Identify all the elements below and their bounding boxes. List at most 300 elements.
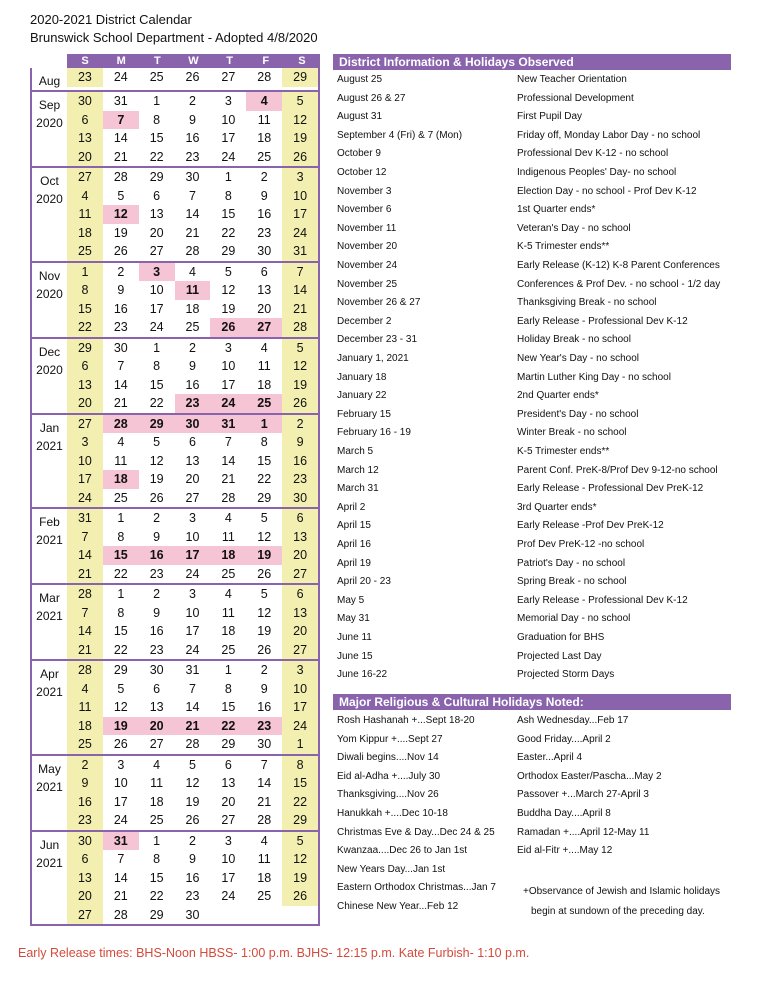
day-cell: 31 (103, 832, 139, 851)
day-cell: 19 (282, 869, 318, 888)
day-cell: 12 (185, 776, 200, 790)
day-cell (246, 906, 282, 925)
day-cell: 9 (282, 433, 318, 452)
day-cell: 18 (67, 224, 103, 243)
week-row (67, 394, 318, 413)
weekday-label: T (153, 55, 161, 67)
day-cell: 13 (67, 129, 103, 148)
religious-row (337, 731, 757, 749)
religious-holiday-left: Yom Kippur +....Sept 27 (337, 733, 443, 745)
day-cell: 25 (67, 735, 103, 754)
day-cell: 9 (153, 605, 161, 620)
day-cell: 30 (185, 907, 200, 922)
info-date: March 12 (337, 464, 379, 476)
info-event: Friday off, Monday Labor Day - no school (517, 129, 701, 141)
day-cell: 15 (103, 546, 139, 565)
info-date: December 23 - 31 (337, 334, 418, 346)
day-cell: 11 (150, 776, 164, 790)
day-cell: 2 (189, 340, 196, 355)
info-date: February 16 - 19 (337, 427, 411, 439)
day-cell: 9 (260, 188, 268, 203)
day-cell: 10 (185, 605, 200, 620)
day-cell: 24 (282, 717, 318, 736)
day-cell: 20 (282, 622, 318, 641)
info-date: January 1, 2021 (337, 353, 409, 364)
day-cell: 7 (67, 604, 103, 623)
day-cell: 30 (149, 663, 164, 677)
religious-holiday-right: Passover +...March 27-April 3 (517, 789, 649, 801)
day-cell: 28 (103, 415, 139, 434)
day-cell: 30 (113, 340, 128, 355)
month-year: 2020 (36, 362, 63, 377)
day-cell: 7 (67, 528, 103, 547)
info-date: May 31 (337, 613, 370, 625)
info-row (337, 294, 757, 312)
day-cell: 8 (117, 605, 125, 620)
religious-holiday-right: Orthodox Easter/Pascha...May 2 (517, 770, 662, 782)
day-cell: 4 (67, 187, 103, 206)
info-event: Spring Break - no school (517, 576, 627, 588)
day-cell: 20 (221, 794, 236, 809)
day-cell: 4 (246, 92, 282, 111)
religious-holiday-left: New Years Day...Jan 1st (337, 863, 446, 875)
month-label (32, 509, 67, 583)
info-date: April 15 (337, 520, 371, 532)
info-row (337, 108, 757, 126)
religious-section-header: Major Religious & Cultural Holidays Noted: (333, 694, 731, 710)
day-cell: 3 (224, 833, 232, 848)
day-cell: 14 (113, 131, 128, 145)
info-row (337, 164, 757, 182)
day-cell: 8 (260, 435, 268, 449)
day-cell: 1 (224, 170, 232, 184)
info-row (337, 183, 757, 201)
month-block-aug (30, 68, 320, 92)
info-event: Winter Break - no school (517, 427, 627, 439)
day-cell: 8 (282, 756, 318, 775)
day-cell: 27 (221, 813, 236, 827)
day-cell: 31 (282, 242, 318, 261)
day-cell: 10 (282, 187, 318, 206)
day-cell: 24 (282, 224, 318, 243)
religious-holiday-left: Hanukkah +....Dec 10-18 (337, 808, 448, 819)
month-year: 2020 (36, 286, 63, 301)
week-row (67, 698, 318, 717)
day-cell: 2 (260, 663, 268, 677)
day-cell: 20 (257, 301, 272, 316)
day-cell: 27 (282, 641, 318, 660)
week-row (67, 774, 318, 793)
day-cell: 14 (185, 700, 200, 714)
day-cell: 15 (221, 207, 236, 221)
day-cell: 14 (185, 207, 200, 221)
day-cell: 16 (67, 793, 103, 812)
day-cell: 26 (282, 394, 318, 413)
info-event: Martin Luther King Day - no school (517, 371, 671, 383)
day-cell: 29 (221, 244, 236, 258)
day-cell: 24 (185, 566, 200, 581)
day-cell: 5 (260, 511, 268, 525)
info-row (337, 71, 757, 89)
day-cell: 28 (257, 813, 272, 827)
week-row (67, 148, 318, 167)
day-cell: 13 (282, 528, 318, 547)
week-row (67, 281, 318, 300)
day-cell: 13 (221, 776, 236, 790)
info-row (337, 555, 757, 573)
day-cell: 8 (153, 852, 161, 866)
day-cell: 10 (149, 283, 164, 297)
day-cell: 9 (67, 774, 103, 793)
month-label (32, 585, 67, 659)
religious-row (337, 749, 757, 767)
day-cell: 12 (282, 357, 318, 376)
day-cell: 16 (185, 377, 200, 392)
info-date: November 20 (337, 241, 398, 253)
info-date: September 4 (Fri) & 7 (Mon) (337, 129, 463, 141)
info-date: May 5 (337, 594, 365, 606)
week-row (67, 111, 318, 130)
day-cell: 23 (257, 225, 272, 240)
info-date: April 16 (337, 539, 371, 550)
day-cell: 25 (149, 813, 164, 827)
day-cell: 9 (117, 283, 125, 297)
day-cell: 3 (67, 433, 103, 452)
month-year: 2021 (36, 685, 63, 699)
week-row (67, 546, 318, 565)
day-cell: 7 (189, 188, 196, 203)
info-event: Prof Dev PreK-12 -no school (517, 539, 645, 550)
day-cell: 4 (153, 757, 161, 772)
day-cell: 22 (210, 717, 246, 736)
week-row (67, 300, 318, 319)
info-row (337, 350, 757, 368)
month-name: Mar (39, 591, 60, 605)
info-event: Early Release (K-12) K-8 Parent Conferences (517, 260, 720, 271)
day-cell: 4 (117, 435, 125, 449)
info-event: Early Release - Professional Dev K-12 (517, 315, 688, 327)
info-date: January 18 (337, 371, 387, 383)
weekday-label: W (188, 55, 199, 67)
day-cell: 26 (210, 318, 246, 337)
day-cell: 11 (175, 281, 211, 300)
day-cell: 19 (282, 376, 318, 395)
info-date: April 2 (337, 501, 366, 513)
info-event: Patriot's Day - no school (517, 557, 626, 569)
day-cell: 13 (257, 283, 272, 297)
day-cell: 24 (113, 70, 128, 84)
day-cell: 21 (113, 396, 128, 410)
day-cell: 31 (210, 415, 246, 434)
day-cell: 22 (149, 396, 164, 410)
day-cell: 22 (257, 472, 272, 486)
day-cell: 7 (117, 359, 125, 373)
day-cell: 20 (67, 887, 103, 906)
day-cell: 12 (103, 205, 139, 224)
month-block-may (30, 756, 320, 832)
week-row (67, 680, 318, 699)
day-cell: 14 (67, 546, 103, 565)
day-cell: 7 (103, 111, 139, 130)
day-cell: 21 (175, 717, 211, 736)
week-row (67, 263, 318, 282)
day-cell: 26 (185, 70, 200, 84)
info-row (337, 127, 757, 145)
month-label (32, 168, 67, 261)
day-cell: 2 (67, 756, 103, 775)
day-cell: 3 (117, 757, 125, 772)
month-name: Jun (39, 837, 60, 852)
info-event: First Pupil Day (517, 111, 583, 123)
info-row (337, 573, 757, 591)
day-cell: 7 (189, 681, 196, 696)
info-row (337, 257, 757, 275)
month-year: 2021 (36, 779, 63, 794)
day-cell: 26 (113, 244, 128, 258)
weekday-label: S (81, 55, 89, 67)
early-release-footer: Early Release times: BHS-Noon HBSS- 1:00 p.m. BJHS- 12:15 p.m. Kate Furbish- 1:10 p.m. (18, 946, 530, 960)
day-cell: 5 (224, 264, 232, 279)
info-date: October 12 (337, 167, 387, 178)
day-cell: 7 (117, 852, 125, 866)
info-date: November 25 (337, 278, 398, 290)
day-cell: 4 (260, 340, 268, 355)
day-cell: 27 (282, 565, 318, 584)
day-cell: 25 (67, 242, 103, 261)
day-cell: 10 (67, 452, 103, 471)
info-event: 1st Quarter ends* (517, 204, 596, 216)
day-cell: 17 (221, 131, 236, 145)
day-cell: 29 (282, 811, 318, 830)
day-cell: 30 (67, 832, 103, 851)
religious-note-line1: +Observance of Jewish and Islamic holidays (523, 886, 721, 897)
day-cell: 15 (149, 131, 164, 145)
day-cell: 27 (67, 415, 103, 434)
week-row (67, 906, 318, 925)
day-cell: 3 (224, 94, 232, 108)
day-cell: 19 (221, 301, 236, 316)
info-row (337, 387, 757, 405)
week-row (67, 318, 318, 337)
day-cell: 7 (224, 435, 232, 449)
week-row (67, 92, 318, 111)
info-date: June 15 (337, 650, 373, 662)
calendar-subtitle: Brunswick School Department - Adopted 4/8/2020 (30, 30, 318, 45)
day-cell: 1 (67, 263, 103, 282)
month-name: Apr (40, 667, 59, 681)
day-cell: 16 (139, 546, 175, 565)
day-cell: 7 (282, 263, 318, 282)
day-cell: 14 (221, 453, 236, 468)
day-cell: 12 (113, 700, 128, 714)
day-cell: 1 (153, 340, 161, 355)
day-cell: 23 (246, 717, 282, 736)
day-cell: 18 (210, 546, 246, 565)
info-date: August 25 (337, 74, 383, 85)
day-cell: 12 (257, 529, 272, 544)
day-cell: 19 (185, 794, 200, 809)
religious-holiday-left: Thanksgiving....Nov 26 (337, 789, 439, 801)
month-name: Feb (39, 515, 60, 529)
religious-holiday-left: Kwanzaa....Dec 26 to Jan 1st (337, 845, 468, 857)
day-cell: 20 (282, 546, 318, 565)
day-cell: 30 (175, 415, 211, 434)
day-cell: 20 (139, 717, 175, 736)
info-event: Early Release -Prof Dev PreK-12 (517, 520, 664, 532)
month-label (32, 339, 67, 413)
info-row (337, 331, 757, 349)
religious-row (337, 786, 757, 804)
day-cell: 12 (149, 453, 164, 468)
day-cell: 24 (210, 394, 246, 413)
day-cell: 29 (113, 663, 128, 677)
religious-holiday-right: Good Friday....April 2 (517, 733, 611, 745)
info-row (337, 90, 757, 108)
week-row (67, 641, 318, 660)
day-cell: 28 (282, 318, 318, 337)
day-cell: 6 (282, 509, 318, 528)
day-cell: 1 (153, 94, 161, 108)
day-cell: 27 (149, 737, 164, 751)
day-cell: 29 (257, 490, 272, 505)
info-row (337, 313, 757, 331)
day-cell: 9 (260, 681, 268, 696)
info-event: K-5 Trimester ends** (517, 446, 610, 457)
day-cell: 13 (282, 604, 318, 623)
month-block-oct (30, 168, 320, 263)
month-year: 2021 (36, 438, 63, 453)
day-cell: 22 (113, 566, 128, 581)
week-row (67, 832, 318, 851)
info-row (337, 369, 757, 387)
day-cell: 21 (185, 225, 200, 240)
day-cell (282, 906, 318, 925)
day-cell: 14 (113, 377, 128, 392)
day-cell: 22 (113, 642, 128, 657)
day-cell: 17 (221, 377, 236, 392)
day-cell: 24 (221, 149, 236, 164)
day-cell: 27 (67, 168, 103, 187)
day-cell: 30 (185, 170, 200, 184)
day-cell: 1 (246, 415, 282, 434)
day-cell: 10 (221, 359, 236, 373)
day-cell: 15 (149, 377, 164, 392)
info-event: Parent Conf. PreK-8/Prof Dev 9-12-no school (517, 464, 718, 476)
day-cell: 25 (257, 889, 272, 903)
info-date: April 19 (337, 557, 371, 569)
day-cell: 21 (67, 565, 103, 584)
day-cell: 31 (185, 663, 200, 677)
day-cell: 24 (221, 889, 236, 903)
day-cell: 25 (221, 566, 236, 581)
week-row (67, 168, 318, 187)
month-block-feb (30, 509, 320, 585)
religious-row (337, 712, 757, 730)
info-date: November 3 (337, 185, 392, 197)
day-cell: 2 (153, 511, 161, 525)
week-row (67, 622, 318, 641)
day-cell: 5 (117, 188, 125, 203)
day-cell: 26 (149, 490, 164, 505)
day-cell: 18 (103, 470, 139, 489)
religious-holiday-right: Easter...April 4 (517, 752, 583, 764)
info-event: Projected Last Day (517, 650, 602, 662)
day-cell: 2 (153, 587, 161, 601)
religious-row (337, 861, 757, 879)
day-cell: 23 (149, 566, 164, 581)
day-cell: 9 (189, 852, 196, 866)
info-date: November 24 (337, 260, 398, 271)
day-cell: 18 (221, 624, 236, 638)
week-row (67, 68, 318, 87)
day-cell: 23 (113, 320, 128, 334)
day-cell: 10 (221, 112, 236, 127)
info-date: August 31 (337, 111, 383, 123)
day-cell: 19 (246, 546, 282, 565)
day-cell: 10 (185, 529, 200, 544)
day-cell: 8 (67, 281, 103, 300)
week-row (67, 850, 318, 869)
day-cell: 23 (149, 642, 164, 657)
day-cell: 8 (153, 359, 161, 373)
info-date: April 20 - 23 (337, 576, 391, 588)
day-cell: 6 (153, 188, 161, 203)
month-name: Aug (38, 74, 61, 88)
religious-row (337, 824, 757, 842)
day-cell: 6 (224, 757, 232, 772)
day-cell: 19 (282, 129, 318, 148)
day-cell: 19 (257, 624, 272, 638)
day-cell: 23 (185, 889, 200, 903)
info-event: 3rd Quarter ends* (517, 501, 597, 513)
day-cell: 15 (221, 700, 236, 714)
day-cell: 4 (67, 680, 103, 699)
month-name: Jan (39, 420, 60, 435)
info-date: November 6 (337, 204, 392, 216)
day-cell: 27 (67, 906, 103, 925)
day-cell: 26 (113, 737, 128, 751)
info-row (337, 592, 757, 610)
month-name: May (38, 761, 61, 776)
day-cell: 31 (113, 94, 128, 108)
day-cell: 28 (67, 585, 103, 604)
info-date: June 16-22 (337, 669, 388, 681)
day-cell: 16 (257, 700, 272, 714)
day-cell: 26 (257, 566, 272, 581)
day-cell: 20 (67, 394, 103, 413)
month-label (32, 661, 67, 754)
info-date: March 5 (337, 446, 374, 457)
week-row (67, 717, 318, 736)
day-cell: 11 (114, 453, 128, 468)
day-cell: 21 (221, 472, 236, 486)
day-cell: 28 (113, 170, 128, 184)
day-cell: 14 (67, 622, 103, 641)
day-cell: 24 (113, 813, 128, 827)
month-block-sep (30, 92, 320, 168)
month-year: 2020 (36, 192, 63, 206)
day-cell: 11 (221, 529, 235, 544)
day-cell: 21 (282, 300, 318, 319)
week-row (67, 811, 318, 830)
info-row (337, 201, 757, 219)
week-row (67, 489, 318, 508)
month-block-dec (30, 339, 320, 415)
day-cell: 28 (185, 244, 200, 258)
day-cell: 16 (282, 452, 318, 471)
info-date: January 22 (337, 390, 387, 402)
day-cell: 13 (149, 207, 164, 221)
